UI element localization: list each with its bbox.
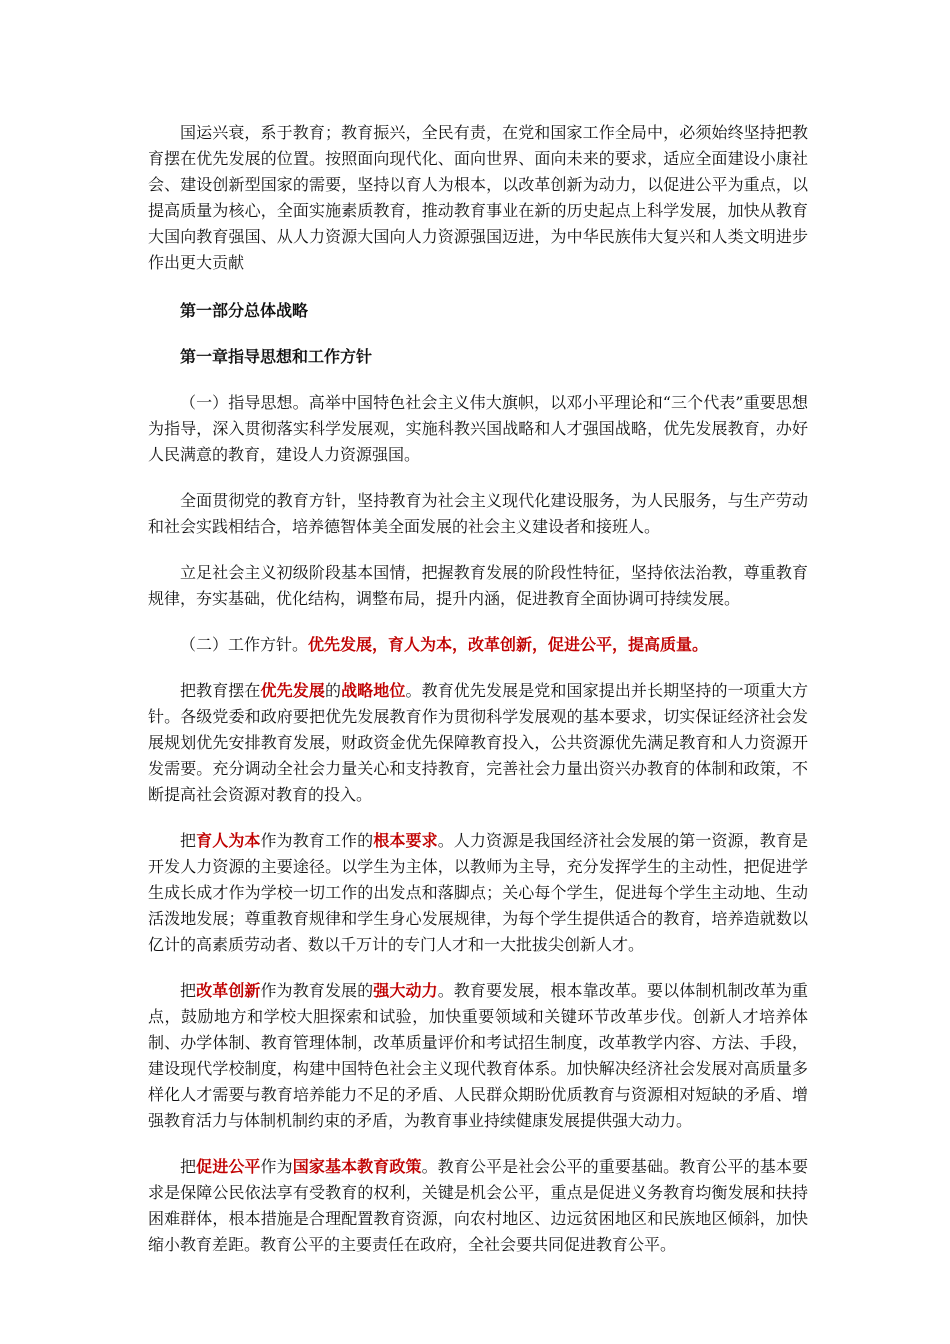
work-policy-paragraph — [148, 632, 808, 658]
equity-text-3: 。教育公平是社会公平的重要基础。教育公平的基本要求是保障公民依法享有受教育的权利，关键是机会公平，重点是促进义务教育均衡发展和扶持困难群体，根本措施是合理配置教育资源，向农村地区、边远贫困地区和民族地区倾斜，加快缩小教育差距。教育公平的主要责任在政府，全社会要共同促进教育公平。 — [148, 1157, 808, 1254]
priority-highlight-2: 战略地位 — [341, 681, 406, 700]
people-highlight-2: 根本要求 — [373, 831, 438, 850]
education-policy-paragraph: 全面贯彻党的教育方针，坚持教育为社会主义现代化建设服务，为人民服务，与生产劳动和社会实践相结合，培养德智体美全面发展的社会主义建设者和接班人。 — [148, 491, 808, 536]
priority-text-3: 。教育优先发展是党和国家提出并长期坚持的一项重大方针。各级党委和政府要把优先发展教育作为贯彻科学发展观的基本要求，切实保证经济社会发展规划优先安排教育发展，财政资金优先保障教育投入，公共资源优先满足教育和人力资源开发需要。充分调动全社会力量关心和支持教育，完善社会力量出资兴办教育的体制和政策，不断提高社会资源对教育的投入。 — [148, 681, 808, 804]
people-text-3: 。人力资源是我国经济社会发展的第一资源，教育是开发人力资源的主要途径。以学生为主体，以教师为主导，充分发挥学生的主动性，把促进学生成长成才作为学校一切工作的出发点和落脚点；关心每个学生，促进每个学生主动地、生动活泼地发展；尊重教育规律和学生身心发展规律，为每个学生提供适合的教育，培养造就数以亿计的高素质劳动者、数以千万计的专门人才和一大批拔尖创新人才。 — [148, 831, 808, 954]
equity-highlight-2: 国家基本教育政策 — [292, 1157, 422, 1176]
people-text-2: 作为教育工作的 — [260, 831, 374, 850]
intro-paragraph: 国运兴衰，系于教育；教育振兴，全民有责，在党和国家工作全局中，必须始终坚持把教育摆在优先发展的位置。按照面向现代化、面向世界、面向未来的要求，适应全面建设小康社会、建设创新型国家的需要，坚持以育人为根本，以改革创新为动力，以促进公平为重点，以提高质量为核心，全面实施素质教育，推动教育事业在新的历史起点上科学发展，加快从教育大国向教育强国、从人力资源大国向人力资源强国迈进，为中华民族伟大复兴和人类文明进步作出更大贡献 — [148, 123, 808, 272]
reform-highlight-1: 改革创新 — [196, 981, 261, 1000]
priority-text-1: 把教育摆在 — [180, 681, 261, 700]
reform-text-3: 。教育要发展，根本靠改革。要以体制机制改革为重点，鼓励地方和学校大胆探索和试验，加快重要领域和关键环节改革步伐。创新人才培养体制、办学体制、教育管理体制，改革质量评价和考试招生制度，改革教学内容、方法、手段，建设现代学校制度，构建中国特色社会主义现代教育体系。加快解决经济社会发展对高质量多样化人才需要与教育培养能力不足的矛盾、人民群众期盼优质教育与资源相对短缺的矛盾、增强教育活力与体制机制约束的矛盾，为教育事业持续健康发展提供强大动力。 — [148, 981, 808, 1130]
people-text-1: 把 — [180, 831, 197, 850]
chapter-title: 第一章指导思想和工作方针 — [180, 347, 373, 366]
reform-highlight-2: 强大动力 — [373, 981, 438, 1000]
people-oriented-paragraph — [148, 828, 808, 958]
reform-paragraph — [148, 978, 808, 1134]
national-conditions-paragraph: 立足社会主义初级阶段基本国情，把握教育发展的阶段性特征，坚持依法治教，尊重教育规律，夯实基础，优化结构，调整布局，提升内涵，促进教育全面协调可持续发展。 — [148, 563, 808, 608]
equity-text-1: 把 — [180, 1157, 197, 1176]
priority-highlight-1: 优先发展 — [260, 681, 325, 700]
document-page — [148, 120, 808, 1278]
part-title: 第一部分总体战略 — [180, 301, 309, 320]
equity-text-2: 作为 — [260, 1157, 293, 1176]
reform-text-1: 把 — [180, 981, 197, 1000]
priority-paragraph — [148, 678, 808, 808]
work-policy-prefix: （二）工作方针。 — [180, 635, 309, 654]
reform-text-2: 作为教育发展的 — [260, 981, 374, 1000]
equity-highlight-1: 促进公平 — [196, 1157, 261, 1176]
work-policy-highlight: 优先发展，育人为本，改革创新，促进公平，提高质量。 — [308, 635, 709, 654]
equity-paragraph — [148, 1154, 808, 1258]
guiding-thought-paragraph: （一）指导思想。高举中国特色社会主义伟大旗帜，以邓小平理论和“三个代表”重要思想为指导，深入贯彻落实科学发展观，实施科教兴国战略和人才强国战略，优先发展教育，办好人民满意的教育，建设人力资源强国。 — [148, 393, 808, 464]
people-highlight-1: 育人为本 — [196, 831, 261, 850]
priority-text-2: 的 — [324, 681, 342, 700]
